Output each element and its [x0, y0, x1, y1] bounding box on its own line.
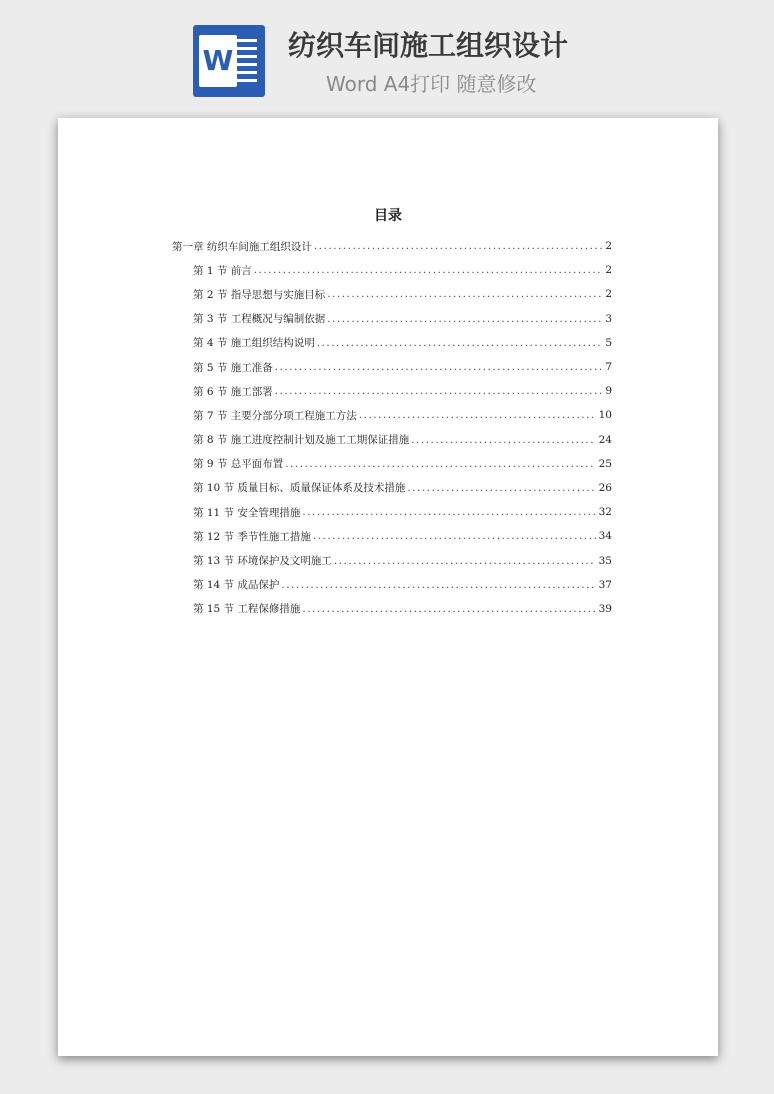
toc-page-number: 26 [598, 481, 612, 494]
toc-entry-text: 第 6 节 施工部署 [193, 385, 273, 398]
toc-entry-text: 第 11 节 安全管理措施 [193, 506, 301, 519]
toc-entry[interactable] [58, 452, 718, 476]
toc-entry[interactable] [58, 234, 718, 258]
toc-page-number: 10 [598, 409, 612, 422]
word-document-icon [193, 25, 265, 97]
toc-heading: 目录 [374, 208, 402, 224]
toc-dot-leader [254, 264, 603, 276]
toc-dot-leader [327, 313, 602, 325]
toc-page-number: 2 [605, 288, 612, 301]
toc-entry[interactable] [58, 428, 718, 452]
toc-entry-text: 第 14 节 成品保护 [193, 579, 280, 592]
toc-list [58, 234, 718, 621]
toc-dot-leader [275, 361, 603, 373]
toc-entry[interactable] [58, 331, 718, 355]
toc-entry-text: 第 8 节 施工进度控制计划及施工工期保证措施 [193, 434, 410, 447]
toc-dot-leader [334, 555, 596, 567]
document-title: 纺织车间施工组织设计 [288, 29, 569, 62]
toc-entry[interactable] [58, 403, 718, 427]
toc-entry[interactable] [58, 282, 718, 306]
toc-entry-text: 第 12 节 季节性施工措施 [193, 530, 311, 543]
toc-dot-leader [281, 579, 595, 591]
header [0, 0, 774, 118]
toc-page-number: 9 [605, 385, 612, 398]
toc-entry-text: 第 1 节 前言 [193, 264, 252, 277]
toc-dot-leader [302, 506, 595, 518]
toc-entry[interactable] [58, 524, 718, 548]
toc-dot-leader [285, 458, 595, 470]
toc-dot-leader [275, 385, 603, 397]
toc-dot-leader [314, 240, 602, 252]
document-page [58, 118, 718, 1056]
toc-page-number: 7 [605, 361, 612, 374]
toc-entry-text: 第 10 节 质量目标、质量保证体系及技术措施 [193, 482, 406, 495]
toc-page-number: 34 [598, 530, 612, 543]
toc-entry-text: 第 13 节 环境保护及文明施工 [193, 555, 332, 568]
toc-entry-text: 第 9 节 总平面布置 [193, 458, 284, 471]
toc-entry[interactable] [58, 355, 718, 379]
toc-page-number: 5 [605, 336, 612, 349]
toc-entry[interactable] [58, 476, 718, 500]
toc-entry[interactable] [58, 500, 718, 524]
toc-page-number: 37 [598, 578, 612, 591]
toc-entry[interactable] [58, 258, 718, 282]
toc-dot-leader [327, 288, 602, 300]
toc-page-number: 35 [598, 554, 612, 567]
toc-page-number: 32 [598, 506, 612, 519]
toc-entry[interactable] [58, 597, 718, 621]
toc-dot-leader [302, 603, 595, 615]
toc-entry-text: 第一章 纺织车间施工组织设计 [172, 240, 312, 253]
toc-page-number: 39 [598, 602, 612, 615]
toc-entry[interactable] [58, 573, 718, 597]
toc-entry[interactable] [58, 548, 718, 572]
toc-dot-leader [359, 409, 596, 421]
toc-page-number: 2 [605, 240, 612, 253]
toc-page-number: 25 [598, 457, 612, 470]
toc-entry-text: 第 7 节 主要分部分项工程施工方法 [193, 409, 357, 422]
toc-entry-text: 第 5 节 施工准备 [193, 361, 273, 374]
toc-dot-leader [313, 530, 596, 542]
toc-entry[interactable] [58, 307, 718, 331]
toc-entry-text: 第 3 节 工程概况与编制依据 [193, 313, 326, 326]
word-icon-letter-box [199, 35, 237, 87]
toc-entry-text: 第 4 节 施工组织结构说明 [193, 337, 315, 350]
toc-page-number: 3 [605, 312, 612, 325]
toc-entry-text: 第 2 节 指导思想与实施目标 [193, 288, 326, 301]
toc-page-number: 2 [605, 264, 612, 277]
toc-page-number: 24 [598, 433, 612, 446]
word-icon-lines [235, 39, 257, 83]
toc-dot-leader [407, 482, 595, 494]
toc-entry[interactable] [58, 379, 718, 403]
document-subtitle: Word A4打印 随意修改 [326, 72, 537, 96]
toc-dot-leader [411, 434, 595, 446]
word-icon-letter: W [202, 44, 234, 77]
toc-dot-leader [317, 337, 603, 349]
toc-entry-text: 第 15 节 工程保修措施 [193, 603, 301, 616]
